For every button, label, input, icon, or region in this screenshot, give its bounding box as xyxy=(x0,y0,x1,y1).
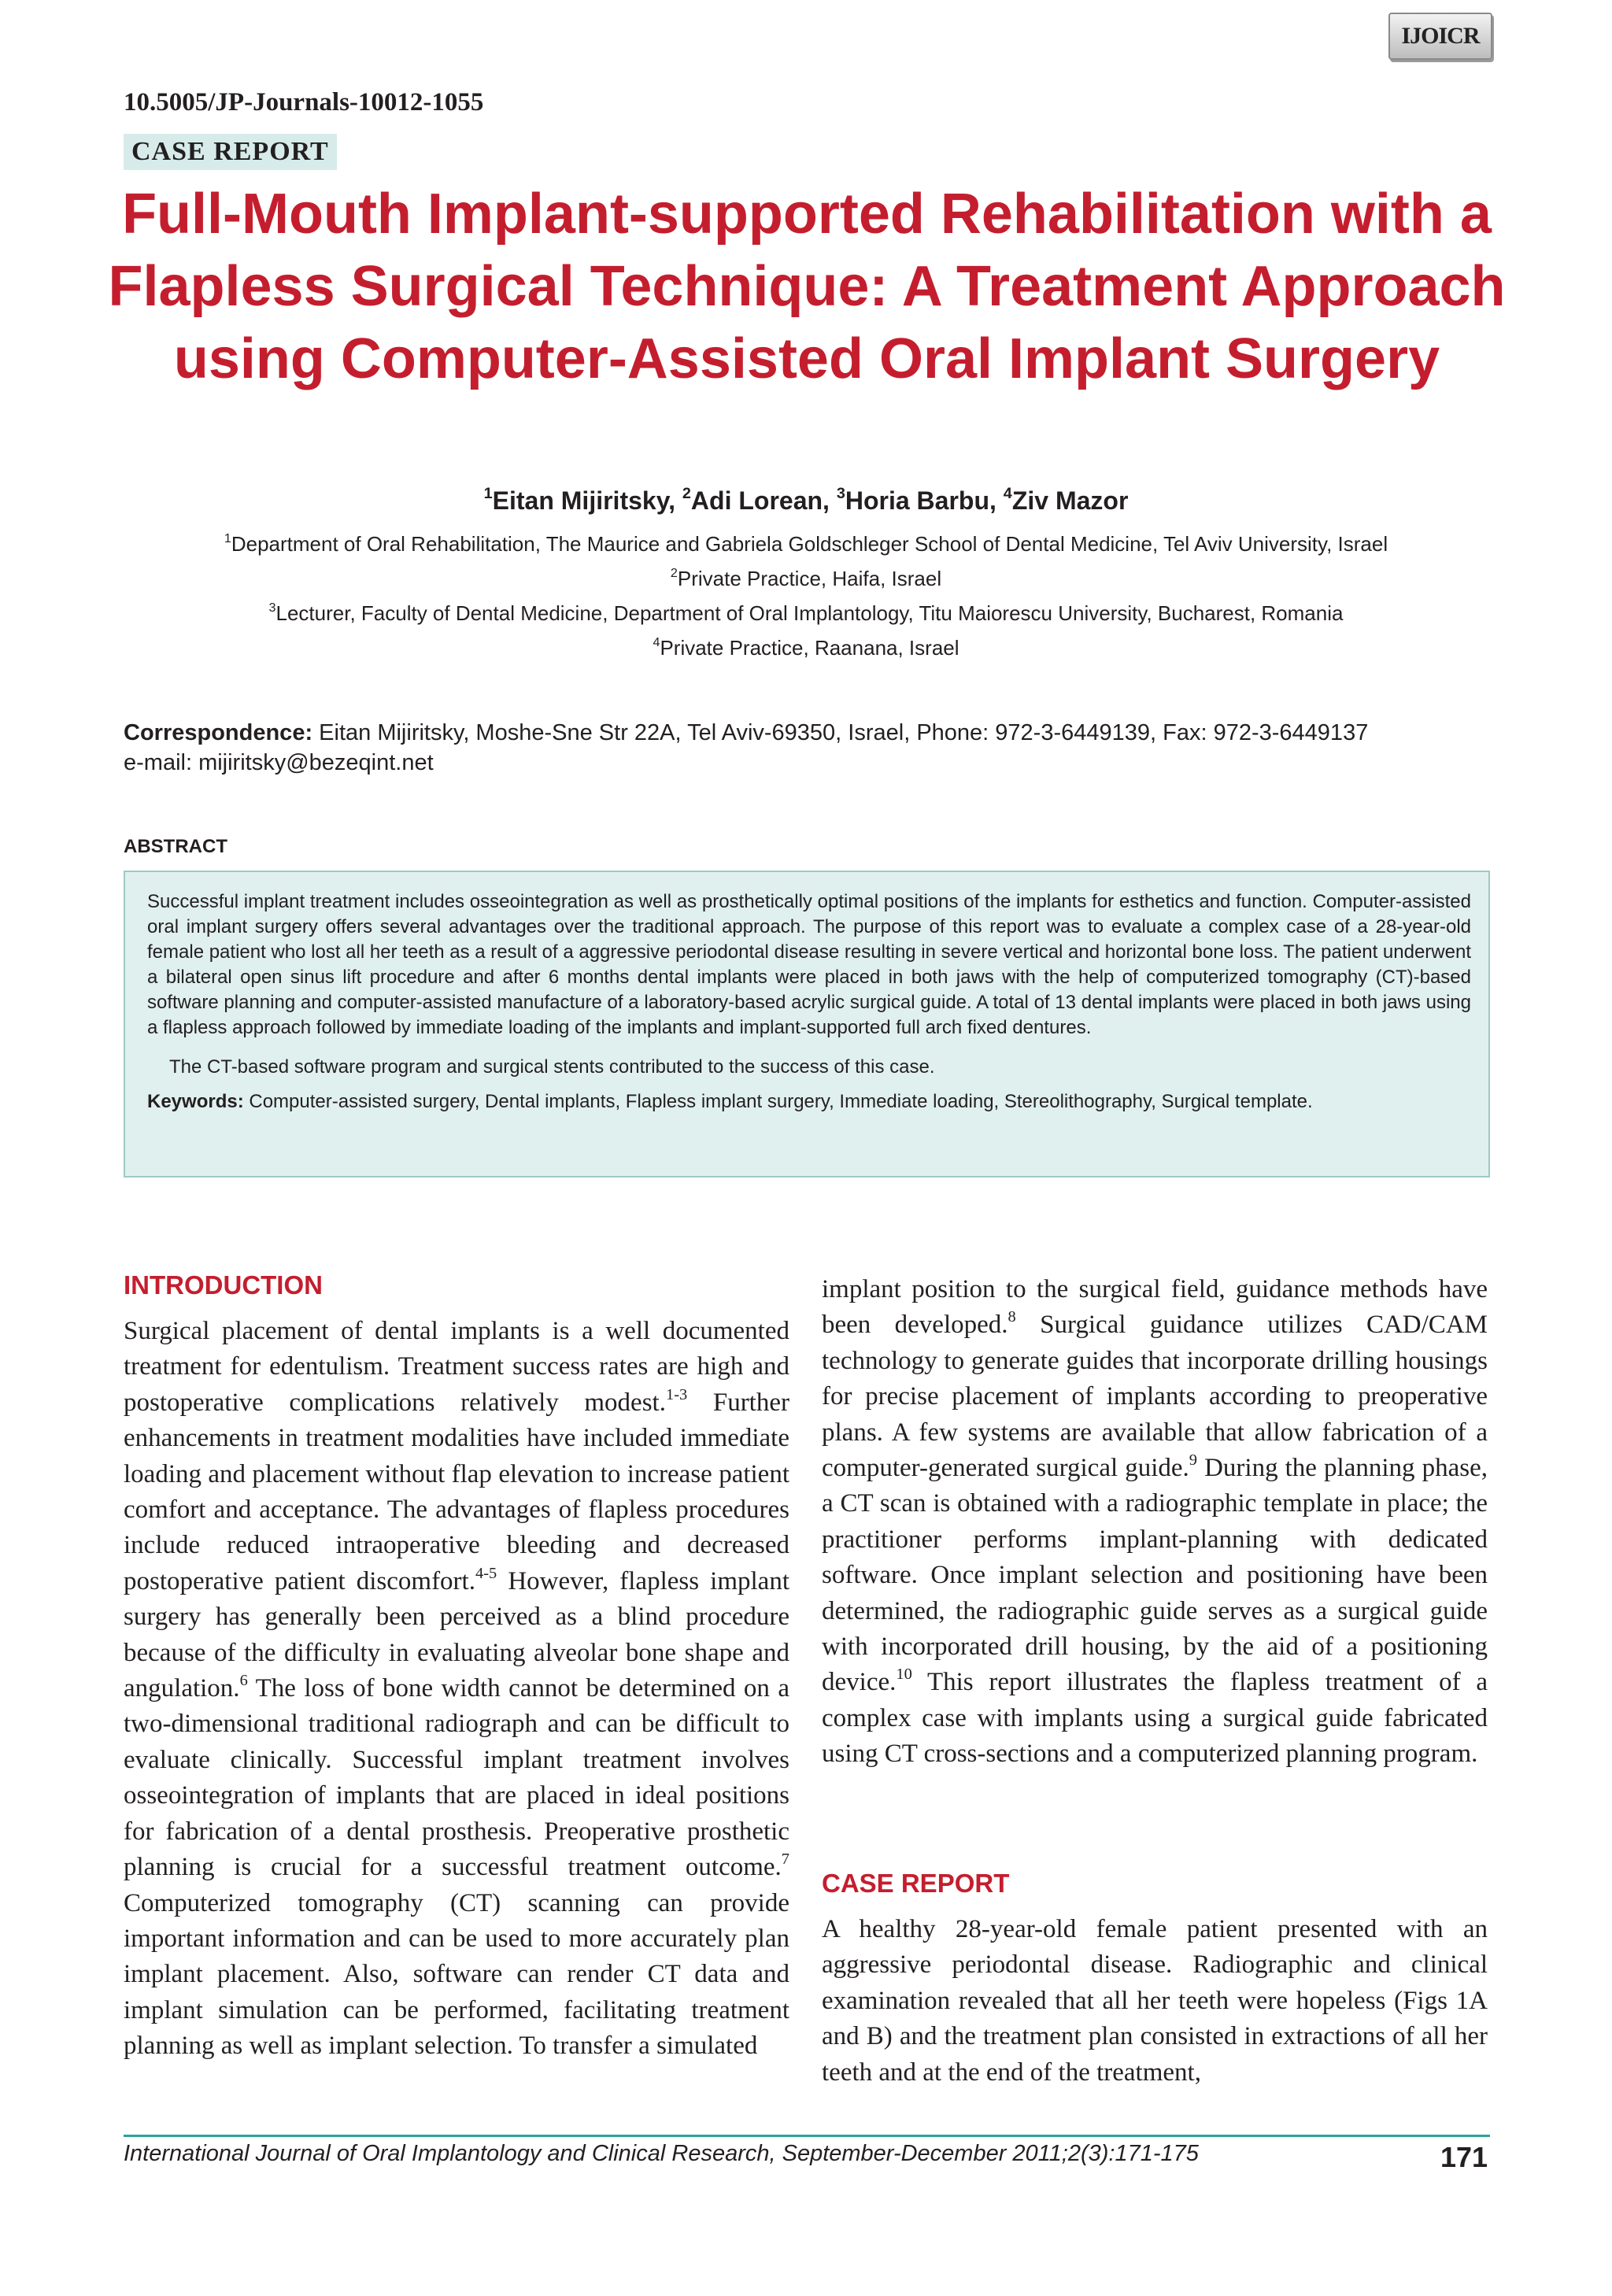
keywords-text: Computer-assisted surgery, Dental implants, Flapless implant surgery, Immediate loading, Stereolithography, Surgical template. xyxy=(249,1091,1313,1112)
author-number: 2 xyxy=(682,485,691,503)
introduction-column xyxy=(124,1267,789,2065)
affiliation-text: Department of Oral Rehabilitation, The Maurice and Gabriela Goldschleger School of Dental Medicine, Tel Aviv University, Israel xyxy=(231,532,1388,556)
introduction-heading: INTRODUCTION xyxy=(124,1270,323,1300)
author-list: $^1$Eitan Mijiritsky, $^2$Adi Lorean, $^3$Horia Barbu, $^4$Ziv Mazor xyxy=(483,485,1129,515)
intro-text: implant position to the surgical field, guidance methods have been developed. xyxy=(822,1275,1488,1340)
affiliation xyxy=(0,601,1612,626)
case-report-heading: CASE REPORT xyxy=(822,1869,1010,1898)
affiliation-text: Private Practice, Haifa, Israel xyxy=(677,567,942,590)
intro-text: However, flapless implant surgery has generally been perceived as a blind procedure because of the difficulty in evaluating alveolar bone shape and angulation. xyxy=(124,1566,789,1703)
intro-text: Surgical xyxy=(1015,1311,1150,1340)
author-name: Ziv Mazor xyxy=(1011,486,1129,515)
intro-text: the planning phase, a CT scan is obtained with a radiographic template in place; the practitioner performs implant-planning with dedicated software. Once implant selection and positioning have been determined, the radiographic guide serves as a surgical guide with incorporated drill housing, by the aid of a positioning device. xyxy=(822,1454,1488,1697)
affiliation-number: 4 xyxy=(653,634,660,649)
intro-text: Further enhancements in treatment modalities have included immediate loading and placement without flap elevation to increase patient comfort and acceptance. The advantages of flapless procedures include reduced intraoperative bleeding and decreased postoperative patient discomfort. xyxy=(124,1388,789,1595)
author-name: Adi Lorean xyxy=(690,486,823,515)
correspondence-text: Eitan Mijiritsky, Moshe-Sne Str 22A, Tel Aviv-69350, Israel, Phone: 972-3-6449139, Fax: 972-3-6449137 xyxy=(319,720,1369,745)
abstract-paragraph: Successful implant treatment includes osseointegration as well as prosthetically optimal positions of the implants for esthetics and function. Computer-assisted oral implant surgery offers several advantages over the traditional approach. The purpose of this report was to evaluate a complex case of a 28-year-old female patient who lost all her teeth as a result of a aggressive periodontal disease resulting in severe vertical and horizontal bone loss. The patient underwent a bilateral open sinus lift procedure and after 6 months dental implants were placed in both jaws with the help of computerized tomography (CT)-based software planning and computer-assisted manufacture of a laboratory-based acrylic surgical guide. A total of 13 dental implants were placed in both jaws using a flapless approach followed by immediate loading of the implants and implant-supported full arch fixed dentures. xyxy=(147,891,1471,1038)
introduction-column-continued xyxy=(822,1272,1488,1773)
doi: 10.5005/JP-Journals-10012-1055 xyxy=(124,88,484,116)
journal-badge: IJOICR xyxy=(1388,13,1492,60)
keywords xyxy=(147,1089,1471,1115)
intro-text: Surgical placement of dental implants is a well documented treatment for edentulism. Treatment success rates are high and postoperative complications relatively modest. xyxy=(124,1317,789,1417)
intro-text: During xyxy=(1197,1454,1285,1483)
abstract-heading: ABSTRACT xyxy=(124,836,227,857)
affiliation xyxy=(0,567,1612,591)
citation-ref: 9 xyxy=(1189,1451,1197,1469)
introduction-paragraph xyxy=(124,1314,789,2065)
author-name: Eitan Mijiritsky xyxy=(492,486,669,515)
article-title: Full-Mouth Implant-supported Rehabilitation with a Flapless Surgical Technique: A Treatment Approach using Computer-Assisted Oral Implant Surgery xyxy=(108,183,1506,390)
introduction-paragraph-continued xyxy=(822,1272,1488,1773)
correspondence-label: Correspondence: xyxy=(124,720,313,745)
citation-ref: 7 xyxy=(781,1850,789,1869)
citation-ref: 6 xyxy=(239,1672,248,1690)
correspondence xyxy=(124,718,1490,778)
abstract-paragraph: The CT-based software program and surgical stents contributed to the success of this case. xyxy=(169,1056,935,1078)
intro-text: The loss of bone width cannot be determined on a two-dimensional traditional radiograph and can be difficult to evaluate clinically. Successful implant treatment involves osseointegration of implants that are placed in ideal positions for fabrication of a dental prosthesis. Preoperative prosthetic planning is crucial for a successful treatment outcome. xyxy=(124,1674,789,1882)
intro-text: Computerized tomography (CT) scanning can provide important information and can be used to more accurately plan implant placement. Also, software can render CT data and implant simulation can be performed, facilitating treatment planning as well as implant selection. To transfer a simulated xyxy=(124,1888,789,2061)
citation-ref: 1-3 xyxy=(665,1385,688,1403)
footer-citation: International Journal of Oral Implantology and Clinical Research, September-December 2011;2(3):171-175 xyxy=(124,2141,1199,2166)
page-number: 171 xyxy=(1440,2141,1488,2173)
intro-text: This xyxy=(911,1668,989,1697)
affiliation-number: 2 xyxy=(670,565,678,580)
author-number: 3 xyxy=(836,485,845,503)
citation-ref: 8 xyxy=(1008,1308,1016,1326)
intro-text: guidance utilizes CAD/CAM technology to generate guides that incorporate drilling housings for precise placement of implants according to preoperative plans. A few systems are available that allow fabrication of a computer-generated surgical guide. xyxy=(822,1311,1488,1483)
footer-rule xyxy=(124,2135,1490,2137)
affiliation-number: 1 xyxy=(224,531,231,545)
citation-ref: 4-5 xyxy=(475,1564,497,1582)
affiliation xyxy=(0,636,1612,660)
author-number: 4 xyxy=(1003,485,1012,503)
affiliation-text: Lecturer, Faculty of Dental Medicine, Department of Oral Implantology, Titu Maiorescu University, Bucharest, Romania xyxy=(275,601,1344,625)
case-report-paragraph: A healthy 28-year-old female patient presented with an aggressive periodontal disease. Radiographic and clinical examination revealed that all her teeth were hopeless (Figs 1A and B) and the treatment plan consisted in extractions of all her teeth and at the end of the treatment, xyxy=(822,1915,1488,2087)
intro-text: report illustrates the flapless treatment of a complex case with implants using a surgical guide fabricated using CT cross-sections and a computerized planning program. xyxy=(822,1668,1488,1769)
correspondence-email: e-mail: mijiritsky@bezeqint.net xyxy=(124,750,434,775)
case-report-section xyxy=(822,1865,1488,2091)
citation-ref: 10 xyxy=(896,1666,912,1684)
affiliation-number: 3 xyxy=(268,600,276,615)
author-name: Horia Barbu xyxy=(845,486,989,515)
article-type-label: CASE REPORT xyxy=(124,134,337,170)
affiliation-text: Private Practice, Raanana, Israel xyxy=(660,636,959,660)
abstract-box xyxy=(124,871,1490,1178)
author-number: 1 xyxy=(483,485,493,503)
affiliation xyxy=(0,532,1612,556)
keywords-label: Keywords: xyxy=(147,1091,244,1112)
